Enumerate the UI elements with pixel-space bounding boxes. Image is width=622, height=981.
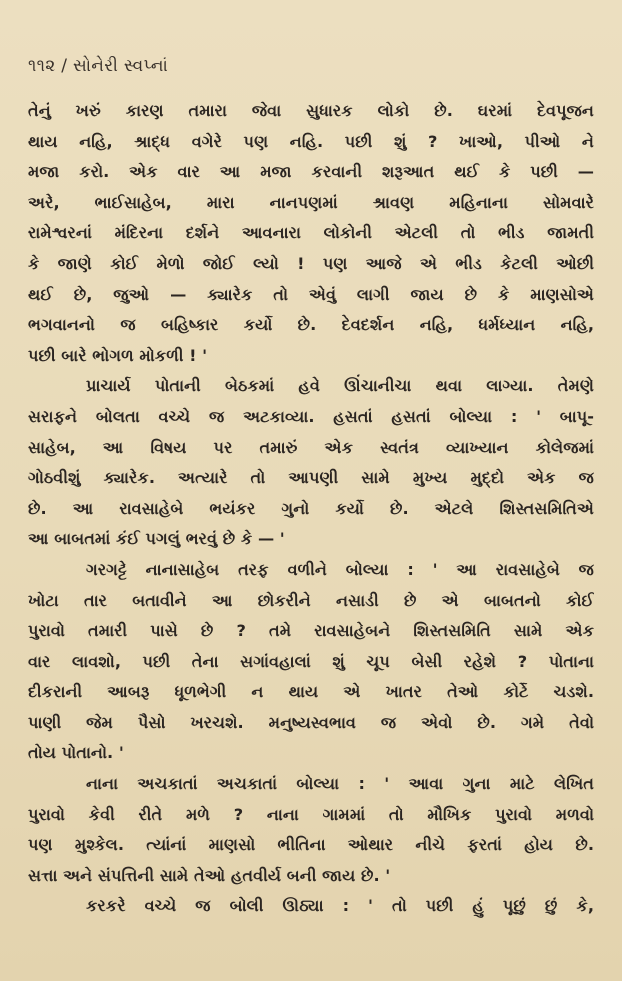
text-line: કરકરે વચ્ચે જ બોલી ઊઠ્યા : ' તો પછી હું પૂછું છું કે, xyxy=(86,896,594,916)
text-line: પુરાવો તમારી પાસે છે ? તમે રાવસાહેબને શિસ્તસમિતિ સામે એક xyxy=(28,621,594,641)
text-line: સાહેબ, આ વિષય પર તમારું એક સ્વતંત્ર વ્યાખ્યાન કોલેજમાં xyxy=(28,437,594,457)
text-line: ગરગટ્ટે નાનાસાહેબ તરફ વળીને બોલ્યા : ' આ રાવસાહેબે જ xyxy=(86,559,594,579)
text-line: ખોટા તાર બતાવીને આ છોકરીને નસાડી છે એ બાબતનો કોઈ xyxy=(28,590,594,610)
text-line: પ્રાચાર્ય પોતાની બેઠકમાં હવે ઊંચાનીચા થવા લાગ્યા. તેમણે xyxy=(86,376,594,396)
text-line: આ બાબતમાં કંઈ પગલું ભરવું છે કે — ' xyxy=(28,529,285,549)
text-line: પુરાવો કેવી રીતે મળે ? નાના ગામમાં તો મૌખિક પુરાવો મળવો xyxy=(28,804,594,824)
text-line: તેનું ખરું કારણ તમારા જેવા સુધારક લોકો છે. ઘરમાં દેવપૂજન xyxy=(28,101,594,120)
running-head: ૧૧૨ / સોનેરી સ્વપ્નાં xyxy=(28,56,169,76)
text-line: પણ મુશ્કેલ. ત્યાંનાં માણસો ભીતિના ઓથાર નીચે ફરતાં હોય છે. xyxy=(28,835,594,855)
text-line: પાણી જેમ પૈસો ખરચશે. મનુષ્યસ્વભાવ જ એવો છે. ગમે તેવો xyxy=(28,712,594,732)
text-line: રામેશ્વરનાં મંદિરના દર્શને આવનારા લોકોની એટલી તો ભીડ જામતી xyxy=(28,223,594,243)
text-line: થઈ છે, જુઓ — ક્યારેક તો એવું લાગી જાય છે કે માણસોએ xyxy=(28,284,594,304)
text-line: મજા કરો. એક વાર આ મજા કરવાની શરૂઆત થઈ કે પછી — xyxy=(28,162,594,182)
text-line: નાના અચકાતાં અચકાતાં બોલ્યા : ' આવા ગુના માટે લેખિત xyxy=(86,774,594,794)
text-line: દીકરાની આબરૂ ધૂળભેગી ન થાય એ ખાતર તેઓ કોર્ટે ચડશે. xyxy=(28,682,594,702)
text-line: ભગવાનનો જ બહિષ્કાર કર્યો છે. દેવદર્શન નહિ, ધર્મધ્યાન નહિ, xyxy=(28,315,594,335)
text-line: ગોઠવીશું ક્યારેક. અત્યારે તો આપણી સામે મુખ્ય મુદ્દો એક જ xyxy=(28,468,594,488)
body-text xyxy=(28,96,594,922)
text-line: સરાફને બોલતા વચ્ચે જ અટકાવ્યા. હસતાં હસતાં બોલ્યા : ' બાપૂ- xyxy=(28,406,594,426)
text-line: અરે, ભાઈસાહેબ, મારા નાનપણમાં શ્રાવણ મહિનાના સોમવારે xyxy=(28,192,594,212)
text-line: પછી બારે ભોગળ મોકળી ! ' xyxy=(28,345,208,365)
text-line: છે. આ રાવસાહેબે ભયંકર ગુનો કર્યો છે. એટલે શિસ્તસમિતિએ xyxy=(28,498,594,518)
text-line: કે જાણે કોઈ મેળો જોઈ લ્યો ! પણ આજે એ ભીડ કેટલી ઓછી xyxy=(28,253,594,273)
text-line: વાર લાવશો, પછી તેના સગાંવહાલાં શું ચૂપ બેસી રહેશે ? પોતાના xyxy=(28,651,594,671)
text-line: થાય નહિ, શ્રાદ્ધ વગેરે પણ નહિ. પછી શું ? ખાઓ, પીઓ ને xyxy=(28,131,594,151)
text-line: તોય પોતાનો. ' xyxy=(28,743,124,763)
text-line: સત્તા અને સંપત્તિની સામે તેઓ હતવીર્ય બની જાય છે. ' xyxy=(28,865,391,885)
